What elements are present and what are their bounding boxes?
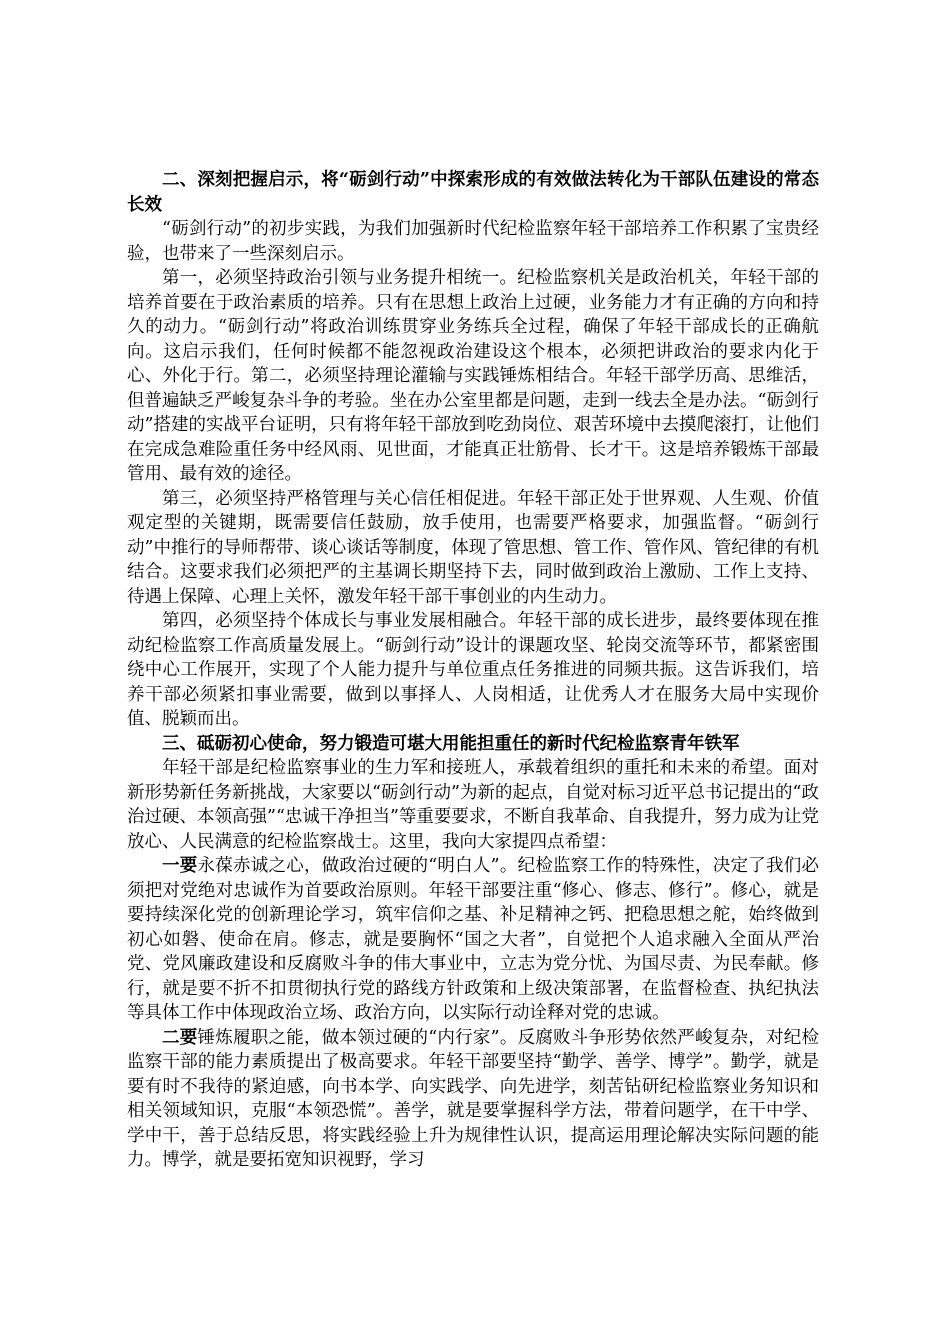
point-2-lead: 二要 xyxy=(162,1027,198,1048)
section-3-point-2 xyxy=(127,1026,819,1173)
section-3-point-1 xyxy=(127,854,819,1026)
document-page xyxy=(127,168,819,1173)
section-2-heading: 二、深刻把握启示，将“砺剑行动”中探索形成的有效做法转化为干部队伍建设的常态长效 xyxy=(127,170,819,215)
section-2-paragraph-1: “砺剑行动”的初步实践，为我们加强新时代纪检监察年轻干部培养工作积累了宝贵经验，也带来了一些深刻启示。 xyxy=(127,219,819,264)
point-1-lead: 一要 xyxy=(162,856,198,876)
section-2-paragraph-4: 第四，必须坚持个体成长与事业发展相融合。年轻干部的成长进步，最终要体现在推动纪检监察工作高质量发展上。“砺剑行动”设计的课题攻坚、轮岗交流等环节，都紧密围绕中心工作展开，实现了个人能力提升与单位重点任务推进的同频共振。这告诉我们，培养干部必须紧扣事业需要，做到以事择人、人岗相适，让优秀人才在服务大局中实现价值、脱颖而出。 xyxy=(127,611,819,729)
section-2-paragraph-2: 第一，必须坚持政治引领与业务提升相统一。纪检监察机关是政治机关，年轻干部的培养首要在于政治素质的培养。只有在思想上政治上过硬，业务能力才有正确的方向和持久的动力。“砺剑行动”将政治训练贯穿业务练兵全过程，确保了年轻干部成长的正确航向。这启示我们，任何时候都不能忽视政治建设这个根本，必须把讲政治的要求内化于心、外化于行。第二，必须坚持理论灌输与实践锤炼相结合。年轻干部学历高、思维活，但普遍缺乏严峻复杂斗争的考验。坐在办公室里都是问题，走到一线去全是办法。“砺剑行动”搭建的实战平台证明，只有将年轻干部放到吃劲岗位、艰苦环境中去摸爬滚打，让他们在完成急难险重任务中经风雨、见世面，才能真正壮筋骨、长才干。这是培养锻炼干部最管用、最有效的途径。 xyxy=(127,268,819,484)
section-3-intro: 年轻干部是纪检监察事业的生力军和接班人，承载着组织的重托和未来的希望。面对新形势新任务新挑战，大家要以“砺剑行动”为新的起点，自觉对标习近平总书记提出的“政治过硬、本领高强”“忠诚干净担当”等重要要求，不断自我革命、自我提升，努力成为让党放心、人民满意的纪检监察战士。这里，我向大家提四点希望： xyxy=(127,758,819,852)
section-2-paragraph-3: 第三，必须坚持严格管理与关心信任相促进。年轻干部正处于世界观、人生观、价值观定型的关键期，既需要信任鼓励，放手使用，也需要严格要求，加强监督。“砺剑行动”中推行的导师帮带、谈心谈话等制度，体现了管思想、管工作、管作风、管纪律的有机结合。这要求我们必须把严的主基调长期坚持下去，同时做到政治上激励、工作上支持、待遇上保障、心理上关怀，激发年轻干部干事创业的内生动力。 xyxy=(127,488,819,607)
section-3-heading: 三、砥砺初心使命，努力锻造可堪大用能担重任的新时代纪检监察青年铁军 xyxy=(162,733,740,754)
point-2-text: 锤炼履职之能，做本领过硬的“内行家”。反腐败斗争形势依然严峻复杂，对纪检监察干部的能力素质提出了极高要求。年轻干部要坚持“勤学、善学、博学”。勤学，就是要有时不我待的紧迫感，向书本学、向实践学、向先进学，刻苦钻研纪检监察业务知识和相关领域知识，克服“本领恐慌”。善学，就是要掌握科学方法，带着问题学，在干中学、学中干，善于总结反思，将实践经验上升为规律性认识，提高运用理论解决实际问题的能力。博学，就是要拓宽知识视野，学习 xyxy=(127,1027,820,1170)
point-1-text: 永葆赤诚之心，做政治过硬的“明白人”。纪检监察工作的特殊性，决定了我们必须把对党绝对忠诚作为首要政治原则。年轻干部要注重“修心、修志、修行”。修心，就是要持续深化党的创新理论学习，筑牢信仰之基、补足精神之钙、把稳思想之舵，始终做到初心如磐、使命在肩。修志，就是要胸怀“国之大者”，自觉把个人追求融入全面从严治党、党风廉政建设和反腐败斗争的伟大事业中，立志为党分忧、为国尽责、为民奉献。修行，就是要不折不扣贯彻执行党的路线方针政策和上级决策部署，在监督检查、执纪执法等具体工作中体现政治立场、政治方向，以实际行动诠释对党的忠诚。 xyxy=(127,856,820,1023)
